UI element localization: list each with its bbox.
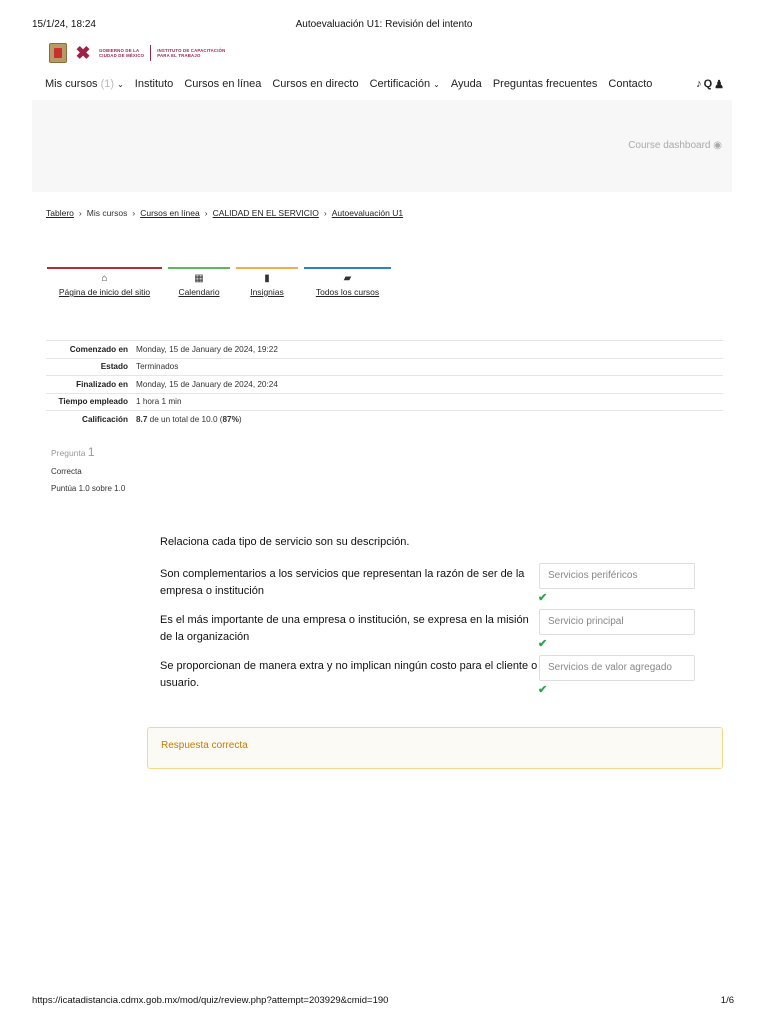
summary-row: [46, 393, 723, 411]
page-header-band: [32, 100, 732, 192]
summary-value: Monday, 15 de January de 2024, 19:22: [136, 344, 278, 354]
breadcrumb-quiz[interactable]: Autoevaluación U1: [331, 208, 404, 218]
book-icon: ▰: [343, 273, 352, 284]
nav-count-badge: (1): [100, 78, 115, 90]
match-answer-select[interactable]: Servicios de valor agregado: [539, 655, 695, 681]
summary-value: 1 hora 1 min: [136, 397, 182, 407]
summary-row: [46, 376, 723, 394]
nav-certificacion-label: Certificación: [369, 78, 431, 90]
logo-divider: [150, 45, 151, 61]
gov-logo-text: [99, 48, 144, 58]
nav-mis-cursos[interactable]: [45, 78, 124, 90]
breadcrumb: [46, 208, 403, 218]
check-icon: ✔: [538, 638, 548, 650]
feedback-box: [147, 727, 723, 769]
crest-icon: [49, 43, 67, 63]
quicklink-calendar-label: Calendario: [178, 287, 220, 297]
breadcrumb-separator: ›: [78, 208, 82, 218]
summary-row: [46, 411, 723, 429]
summary-label: Tiempo empleado: [58, 397, 128, 407]
quicklink-home[interactable]: [47, 267, 162, 299]
nav-contacto[interactable]: Contacto: [608, 78, 653, 90]
nav-instituto[interactable]: Instituto: [134, 78, 174, 90]
summary-row: [46, 341, 723, 359]
inst-logo-text: [157, 48, 225, 58]
grade-text-end: ): [238, 415, 242, 424]
summary-label: Comenzado en: [69, 344, 128, 354]
nav-mis-cursos-label: Mis cursos: [45, 78, 98, 90]
quicklink-badges-label: Insignias: [250, 287, 284, 297]
summary-value: Terminados: [136, 362, 179, 372]
course-dashboard-label: Course dashboard: [628, 140, 711, 151]
quick-links: [47, 267, 391, 299]
question-score: Puntúa 1.0 sobre 1.0: [51, 484, 126, 493]
quicklink-all-courses[interactable]: [304, 267, 391, 299]
main-navbar: [45, 78, 724, 94]
quicklink-badges[interactable]: [236, 267, 298, 299]
grade-percent: 87%: [222, 415, 239, 424]
match-row: [160, 566, 700, 612]
summary-value: Monday, 15 de January de 2024, 20:24: [136, 379, 278, 389]
dashboard-icon: ◉: [713, 140, 722, 151]
summary-label: Calificación: [82, 415, 128, 424]
question-status: Correcta: [51, 467, 82, 476]
question-number: [51, 445, 125, 459]
match-description: Se proporcionan de manera extra y no implican ningún costo para el cliente o usuario.: [160, 660, 538, 689]
grade-text: de un total de 10.0 (: [147, 415, 223, 424]
breadcrumb-tablero[interactable]: Tablero: [46, 208, 74, 218]
grade-score: 8.7: [136, 415, 148, 424]
breadcrumb-separator: ›: [132, 208, 136, 218]
match-row: [160, 612, 700, 658]
quicklink-calendar[interactable]: [168, 267, 230, 299]
site-logo[interactable]: [49, 42, 225, 64]
question-content: [160, 536, 700, 704]
match-description: Es el más importante de una empresa o institución, se expresa en la misión de la organización: [160, 614, 529, 643]
question-info: [51, 445, 125, 501]
bookmark-icon: ▮: [264, 273, 270, 284]
summary-label: Finalizado en: [76, 379, 128, 389]
breadcrumb-course[interactable]: CALIDAD EN EL SERVICIO: [212, 208, 319, 218]
breadcrumb-separator: ›: [323, 208, 327, 218]
nav-certificacion[interactable]: [370, 78, 440, 90]
summary-label: Estado: [100, 362, 128, 372]
feedback-text: Respuesta correcta: [161, 740, 248, 751]
user-icon[interactable]: ♟: [714, 79, 724, 91]
bell-icon[interactable]: ♪: [696, 78, 702, 90]
chevron-down-icon: ⌄: [433, 80, 440, 89]
nav-ayuda[interactable]: Ayuda: [450, 78, 482, 90]
breadcrumb-separator: ›: [204, 208, 208, 218]
gov-line1: GOBIERNO DE LA: [99, 48, 140, 53]
grade-value: [136, 411, 723, 429]
question-label: Pregunta: [51, 448, 86, 458]
nav-preguntas[interactable]: Preguntas frecuentes: [492, 78, 598, 90]
attempt-summary-table: [46, 340, 723, 428]
quicklink-home-label: Página de inicio del sitio: [58, 287, 151, 297]
match-answer-select[interactable]: Servicio principal: [539, 609, 695, 635]
calendar-icon: ▦: [194, 273, 204, 284]
nav-cursos-directo[interactable]: Cursos en directo: [272, 78, 359, 90]
question-num: 1: [87, 445, 95, 459]
nav-cursos-linea[interactable]: Cursos en línea: [184, 78, 262, 90]
print-title: Autoevaluación U1: Revisión del intento: [295, 19, 473, 30]
inst-line2: PARA EL TRABAJO: [157, 53, 201, 58]
search-icon[interactable]: Q: [703, 78, 713, 90]
match-description: Son complementarios a los servicios que representan la razón de ser de la empresa o institución: [160, 568, 525, 597]
print-date: 15/1/24, 18:24: [32, 19, 96, 30]
cdmx-logo-icon: ✖: [75, 43, 91, 63]
question-prompt: Relaciona cada tipo de servicio son su descripción.: [160, 536, 410, 548]
check-icon: ✔: [538, 592, 548, 604]
check-icon: ✔: [538, 684, 548, 696]
print-header: [32, 19, 736, 33]
breadcrumb-cursos-linea[interactable]: Cursos en línea: [140, 208, 200, 218]
match-answer-select[interactable]: Servicios periféricos: [539, 563, 695, 589]
home-icon: ⌂: [101, 273, 108, 284]
match-row: [160, 658, 700, 704]
chevron-down-icon: ⌄: [117, 80, 124, 89]
print-page-number: 1/6: [720, 995, 734, 1006]
course-dashboard-link[interactable]: [628, 140, 722, 151]
breadcrumb-mis-cursos: Mis cursos: [86, 208, 128, 218]
gov-line2: CIUDAD DE MÉXICO: [99, 53, 145, 58]
summary-row: [46, 358, 723, 376]
print-url: https://icatadistancia.cdmx.gob.mx/mod/quiz/review.php?attempt=203929&cmid=190: [32, 995, 389, 1006]
inst-line1: INSTITUTO DE CAPACITACIÓN: [157, 48, 226, 53]
quicklink-all-courses-label: Todos los cursos: [315, 287, 380, 297]
